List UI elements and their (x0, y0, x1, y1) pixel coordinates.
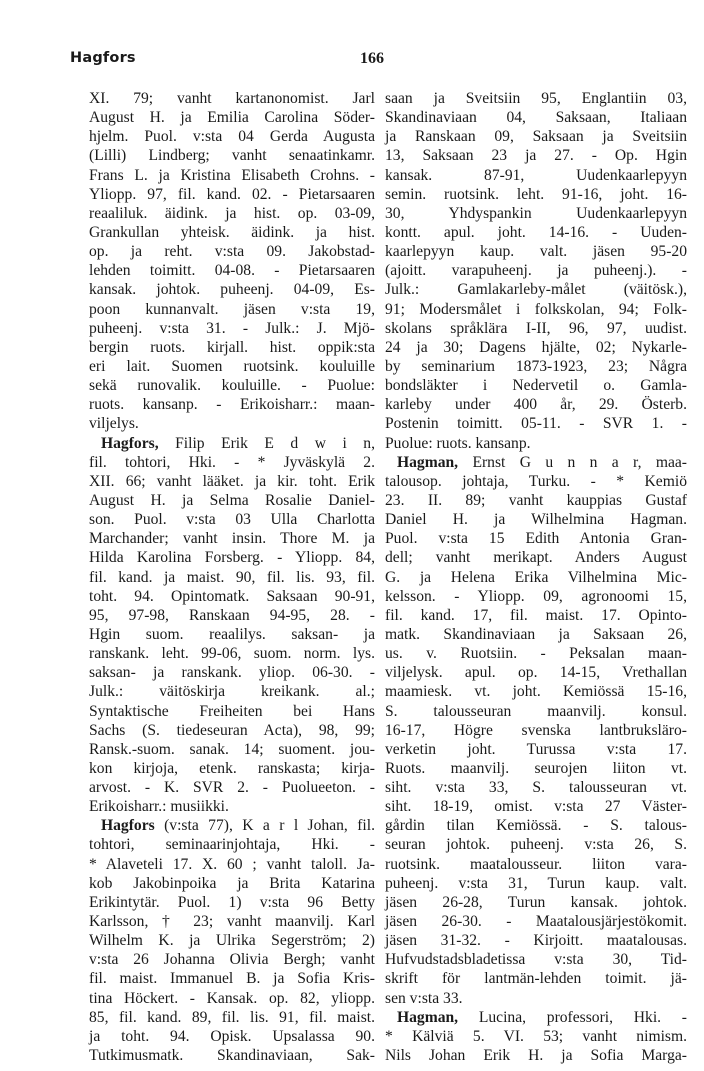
line-text: kaarlepyyn kaup. valt. jäsen 95-20 (385, 243, 687, 261)
line-text: viljelys. (89, 415, 139, 433)
line-text: matk. Skandinaviaan ja Saksaan 26, (385, 625, 687, 643)
text-line (89, 587, 375, 606)
text-line (89, 491, 375, 510)
text-line (385, 969, 687, 988)
line-text: siht. 18-19, omist. v:sta 27 Väster- (385, 798, 687, 816)
text-line (89, 453, 375, 472)
text-line (385, 261, 687, 280)
line-text: Hilda Karolina Forsberg. - Yliopp. 84, (89, 549, 375, 567)
text-line (89, 376, 375, 395)
line-text: ruotsink. maatalousseur. liiton vara- (385, 855, 687, 873)
text-line (385, 721, 687, 740)
text-line (89, 108, 375, 127)
line-text: saksan- ja ranskank. yliop. 06-30. - (89, 664, 375, 682)
line-text: by seminarium 1873-1923, 23; Några (385, 357, 687, 375)
line-text: ruots. kansanp. - Erikoisharr.: maan- (89, 396, 375, 414)
text-line (89, 874, 375, 893)
text-line (89, 721, 375, 740)
text-line (385, 874, 687, 893)
text-line (385, 950, 687, 969)
text-line (385, 548, 687, 567)
line-text: skolans språklära I-II, 96, 97, uudist. (385, 319, 687, 337)
text-line (385, 472, 687, 491)
text-line (89, 606, 375, 625)
page-number: 166 (360, 50, 384, 67)
line-text: Sachs (S. tiedeseuran Acta), 98, 99; (89, 721, 375, 739)
line-text: Grankullan yhteisk. äidink. ja hist. (89, 223, 375, 241)
text-line (89, 434, 375, 453)
line-text: Hgin suom. reaalilys. saksan- ja (89, 625, 375, 643)
line-text: 85, fil. kand. 89, fil. lis. 91, fil. maist. (89, 1008, 375, 1026)
text-line (385, 759, 687, 778)
line-text: bondsläkter i Nedervetil o. Gamla- (385, 377, 687, 395)
line-text: (ajoitt. varapuheenj. ja puheenj.). - (385, 262, 687, 280)
line-text: saan ja Sveitsiin 95, Englantiin 03, (385, 90, 687, 107)
line-text: Julk.: Gamlakarleby-målet (väitösk.), (385, 281, 687, 299)
line-text: Ransk.-suom. sanak. 14; suoment. jou- (89, 740, 375, 758)
line-text: Frans L. ja Kristina Elisabeth Crohns. - (89, 166, 375, 184)
line-text: sekä runovalik. kouluille. - Puolue: (89, 377, 375, 395)
text-line (385, 166, 687, 185)
text-line (89, 89, 375, 108)
left-column (89, 89, 375, 1065)
line-text: G. ja Helena Erika Vilhelmina Mic- (385, 568, 687, 586)
text-line (385, 529, 687, 548)
line-text: (v:sta 77), K a r l Johan, fil. (154, 817, 375, 835)
text-line (89, 663, 375, 682)
line-text: lehden toimitt. 04-08. - Pietarsaaren (89, 262, 375, 280)
text-line (385, 1046, 687, 1065)
text-line (89, 166, 375, 185)
text-line (385, 127, 687, 146)
text-line (385, 682, 687, 701)
line-text: Filip Erik E d w i n, (158, 434, 375, 452)
line-text: jäsen 26-28, Turun kansak. johtok. (385, 893, 687, 911)
text-line (89, 816, 375, 835)
line-text: Marchander; vanht insin. Thore M. ja (89, 530, 375, 548)
line-text: Julk.: väitöskirja kreikank. al.; (89, 683, 375, 701)
line-text: S. talousseuran maanvilj. konsul. (385, 702, 687, 720)
line-text: jäsen 26-30. - Maatalousjärjestökomit. (385, 913, 687, 931)
line-text: 24 ja 30; Dagens hjälte, 02; Nykarle- (385, 338, 687, 356)
text-line (89, 242, 375, 261)
text-line (89, 969, 375, 988)
line-text: v:sta 26 Johanna Olivia Bergh; vanht (89, 951, 375, 969)
line-text: sen v:sta 33. (385, 989, 463, 1007)
text-line (385, 816, 687, 835)
text-line (385, 146, 687, 165)
line-text: August H. ja Emilia Carolina Söder- (89, 109, 375, 127)
line-text: viljelysk. apul. op. 14-15, Vrethallan (385, 664, 687, 682)
line-text: puheenj. v:sta 31. - Julk.: J. Mjö- (89, 319, 375, 337)
line-text: XI. 79; vanht kartanonomist. Jarl (89, 90, 375, 107)
line-text: Puol. v:sta 15 Edith Antonia Gran- (385, 530, 687, 548)
line-text: tohtori, seminaarinjohtaja, Hki. - (89, 836, 375, 854)
line-text: us. v. Ruotsiin. - Peksalan maan- (385, 645, 687, 663)
line-text: * Kälviä 5. VI. 53; vanht nimism. (385, 1027, 687, 1045)
text-line (385, 395, 687, 414)
text-line (89, 223, 375, 242)
line-text: reaaliluk. äidink. ja hist. op. 03-09, (89, 204, 375, 222)
line-text: puheenj. v:sta 31, Turun kaup. valt. (385, 874, 687, 892)
line-text: Lucina, professori, Hki. - (458, 1008, 687, 1026)
text-line (385, 434, 687, 453)
text-line (89, 931, 375, 950)
text-line (385, 510, 687, 529)
line-text: verketin joht. Turussa v:sta 17. (385, 740, 687, 758)
text-line (385, 338, 687, 357)
line-text: Tutkimusmatk. Skandinaviaan, Sak- (89, 1047, 375, 1065)
text-line (385, 797, 687, 816)
line-text: 91; Modersmålet i folkskolan, 94; Folk- (385, 300, 687, 318)
text-line (89, 893, 375, 912)
text-line (89, 702, 375, 721)
line-text: arvost. - K. SVR 2. - Puolueeton. - (89, 779, 375, 797)
text-line (385, 357, 687, 376)
line-text: Hufvudstadsbladetissa v:sta 30, Tid- (385, 951, 687, 969)
entry-headword: Hagman, (397, 1008, 459, 1026)
text-line (89, 855, 375, 874)
text-line (89, 759, 375, 778)
text-line (385, 453, 687, 472)
text-line (89, 510, 375, 529)
text-line (89, 300, 375, 319)
text-line (385, 108, 687, 127)
line-text: 16-17, Högre svenska lantbruksläro- (385, 721, 687, 739)
line-text: jäsen 31-32. - Kirjoitt. maatalousas. (385, 932, 687, 950)
line-text: 23. II. 89; vanht kauppias Gustaf (385, 491, 687, 509)
line-text: op. ja reht. v:sta 09. Jakobstad- (89, 243, 375, 261)
line-text: toht. 94. Opintomatk. Saksaan 90-91, (89, 587, 375, 605)
text-line (89, 146, 375, 165)
text-line (89, 1046, 375, 1065)
text-line (385, 644, 687, 663)
line-text: semin. ruotsink. leht. 91-16, joht. 16- (385, 185, 687, 203)
text-line (385, 1008, 687, 1027)
text-line (385, 606, 687, 625)
line-text: gårdin tilan Kemiössä. - S. talous- (385, 817, 687, 835)
line-text: poon kunnanvalt. jäsen v:sta 19, (89, 300, 375, 318)
line-text: XII. 66; vanht lääket. ja kir. toht. Erik (89, 472, 375, 490)
line-text: Skandinaviaan 04, Saksaan, Italiaan (385, 109, 687, 127)
text-line (89, 319, 375, 338)
line-text: Ruots. maanvilj. seurojen liiton vt. (385, 759, 687, 777)
right-column (385, 89, 687, 1065)
line-text: Wilhelm K. ja Ulrika Segerström; 2) (89, 932, 375, 950)
line-text: kansak. 87-91, Uudenkaarlepyyn (385, 166, 687, 184)
text-line (89, 1027, 375, 1046)
line-text: Syntaktische Freiheiten bei Hans (89, 702, 375, 720)
entry-headword: Hagman, (397, 453, 459, 471)
text-line (385, 280, 687, 299)
text-line (89, 682, 375, 701)
line-text: ja Ranskaan 09, Saksaan ja Sveitsiin (385, 128, 687, 146)
line-text: Karlsson, † 23; vanht maanvilj. Karl (89, 913, 375, 931)
entry-headword: Hagfors, (101, 434, 159, 452)
line-text: ja toht. 94. Opisk. Upsalassa 90. (89, 1027, 375, 1045)
line-text: Ernst G u n n a r, maa- (458, 453, 687, 471)
line-text: kon kirjoja, etenk. ranskasta; kirja- (89, 759, 375, 777)
text-line (89, 625, 375, 644)
text-line (385, 740, 687, 759)
line-text: Erikoisharr.: musiikki. (89, 798, 229, 816)
line-text: kansak. johtok. puheenj. 04-09, Es- (89, 281, 375, 299)
text-line (89, 1008, 375, 1027)
text-line (385, 835, 687, 854)
text-line (385, 1027, 687, 1046)
line-text: talousop. johtaja, Turku. - * Kemiö (385, 472, 687, 490)
line-text: kob Jakobinpoika ja Brita Katarina (89, 874, 375, 892)
line-text: hjelm. Puol. v:sta 04 Gerda Augusta (89, 128, 375, 146)
text-line (385, 185, 687, 204)
line-text: * Alaveteli 17. X. 60 ; vanht taloll. Ja- (89, 855, 375, 873)
text-line (89, 127, 375, 146)
line-text: 30, Yhdyspankin Uudenkaarlepyyn (385, 204, 687, 222)
text-line (89, 472, 375, 491)
text-line (385, 893, 687, 912)
text-line (385, 778, 687, 797)
text-line (89, 950, 375, 969)
text-line (385, 204, 687, 223)
text-line (385, 931, 687, 950)
text-line (385, 663, 687, 682)
line-text: Nils Johan Erik H. ja Sofia Marga- (385, 1047, 687, 1065)
text-line (89, 778, 375, 797)
text-line (385, 912, 687, 931)
text-line (89, 185, 375, 204)
text-line (89, 395, 375, 414)
text-line (89, 414, 375, 433)
text-line (89, 548, 375, 567)
entry-headword: Hagfors (101, 817, 155, 835)
text-line (385, 376, 687, 395)
line-text: kelsson. - Yliopp. 09, agronoomi 15, (385, 587, 687, 605)
line-text: ranskank. leht. 99-06, suom. norm. lys. (89, 645, 375, 663)
text-line (385, 491, 687, 510)
text-line (385, 223, 687, 242)
line-text: bergin ruots. kirjall. hist. oppik:sta (89, 338, 375, 356)
text-line (385, 89, 687, 108)
line-text: 95, 97-98, Ranskaan 94-95, 28. - (89, 606, 375, 624)
line-text: August H. ja Selma Rosalie Daniel- (89, 491, 375, 509)
text-line (89, 529, 375, 548)
text-line (385, 568, 687, 587)
text-line (89, 280, 375, 299)
line-text: kontt. apul. joht. 14-16. - Uuden- (385, 223, 687, 241)
line-text: fil. tohtori, Hki. - * Jyväskylä 2. (89, 453, 375, 471)
line-text: seuran johtok. puheenj. v:sta 26, S. (385, 836, 687, 854)
running-head: Hagfors (70, 50, 136, 66)
text-line (89, 644, 375, 663)
line-text: fil. kand. ja maist. 90, fil. lis. 93, fil. (89, 568, 375, 586)
text-line (89, 989, 375, 1008)
text-line (89, 204, 375, 223)
text-line (385, 989, 687, 1008)
line-text: (Lilli) Lindberg; vanht senaatinkamr. (89, 147, 375, 165)
text-line (385, 587, 687, 606)
text-line (385, 300, 687, 319)
line-text: eri lait. Suomen ruotsink. kouluille (89, 357, 375, 375)
line-text: Postenin toimitt. 05-11. - SVR 1. - (385, 415, 687, 433)
line-text: dell; vanht merikapt. Anders August (385, 549, 687, 567)
line-text: tina Höckert. - Kansak. op. 82, yliopp. (89, 989, 375, 1007)
line-text: son. Puol. v:sta 03 Ulla Charlotta (89, 511, 375, 529)
line-text: skrift för lantmän-lehden toimit. jä- (385, 970, 687, 988)
line-text: Yliopp. 97, fil. kand. 02. - Pietarsaaren (89, 185, 375, 203)
text-line (89, 912, 375, 931)
text-line (89, 338, 375, 357)
line-text: karleby under 400 år, 29. Österb. (385, 396, 687, 414)
text-line (385, 319, 687, 338)
text-line (385, 414, 687, 433)
page-header (70, 50, 680, 74)
text-line (385, 855, 687, 874)
line-text: fil. maist. Immanuel B. ja Sofia Kris- (89, 970, 375, 988)
text-line (89, 357, 375, 376)
line-text: Puolue: ruots. kansanp. (385, 434, 531, 452)
text-line (89, 797, 375, 816)
line-text: Erikintytär. Puol. 1) v:sta 96 Betty (89, 893, 375, 911)
text-line (385, 625, 687, 644)
line-text: siht. v:sta 33, S. talousseuran vt. (385, 779, 687, 797)
text-line (89, 261, 375, 280)
text-line (89, 835, 375, 854)
text-line (385, 242, 687, 261)
line-text: Daniel H. ja Wilhelmina Hagman. (385, 511, 687, 529)
line-text: maamiesk. vt. joht. Kemiössä 15-16, (385, 683, 687, 701)
text-line (89, 740, 375, 759)
text-line (385, 702, 687, 721)
text-line (89, 568, 375, 587)
line-text: fil. kand. 17, fil. maist. 17. Opinto- (385, 606, 687, 624)
line-text: 13, Saksaan 23 ja 27. - Op. Hgin (385, 147, 687, 165)
